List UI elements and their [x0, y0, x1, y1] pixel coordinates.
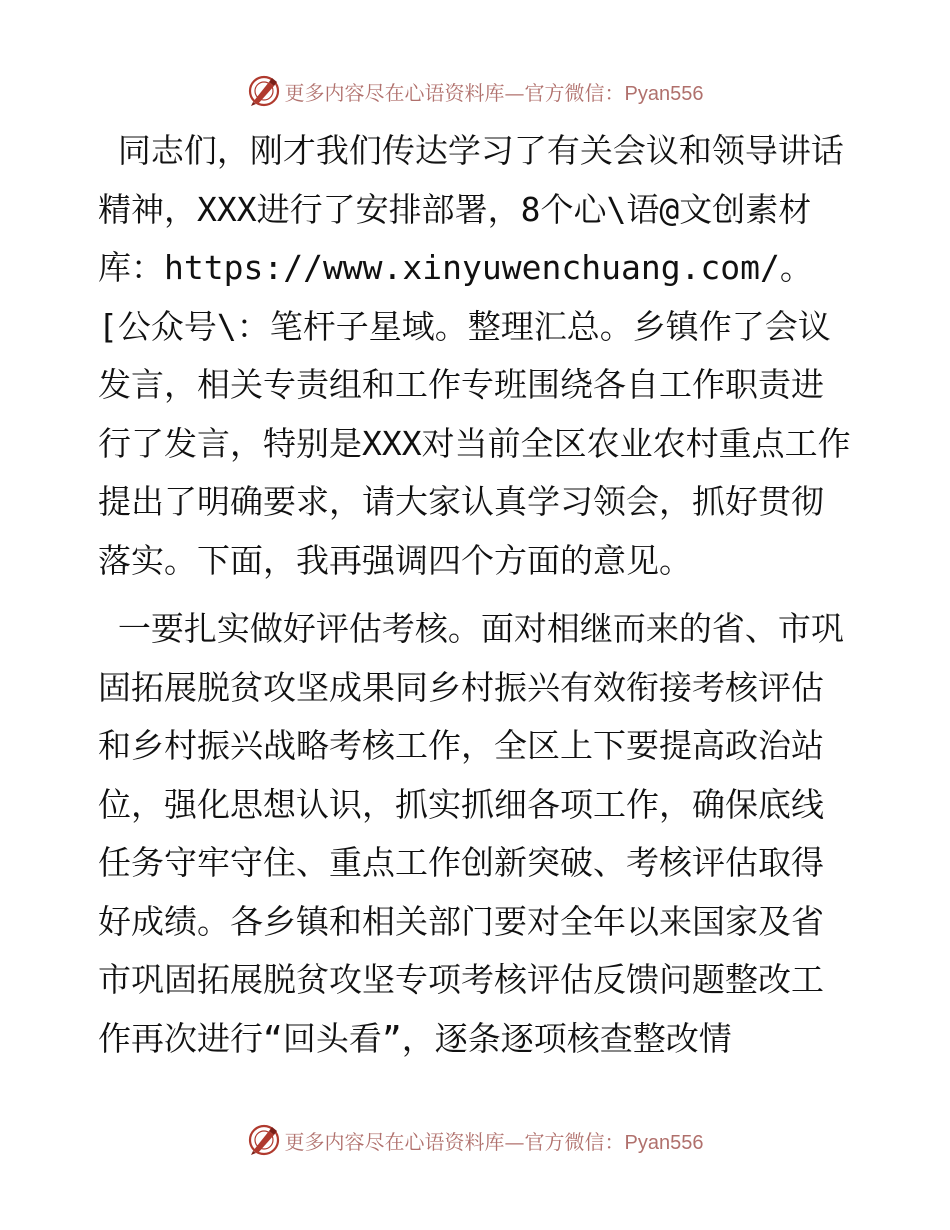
document-body	[98, 122, 853, 1068]
header-watermark	[0, 71, 950, 111]
watermark-text: 更多内容尽在心语资料库—官方微信：Pyan556	[284, 1129, 704, 1154]
pen-logo-icon	[247, 74, 281, 108]
paragraph-assessment: 一要扎实做好评估考核。面对相继而来的省、市巩固拓展脱贫攻坚成果同乡村振兴有效衔接考核评估和乡村振兴战略考核工作，全区上下要提高政治站位，强化思想认识，抓实抓细各项工作，确保底线任务守牢守住、重点工作创新突破、考核评估取得好成绩。各乡镇和相关部门要对全年以来国家及省市巩固拓展脱贫攻坚专项考核评估反馈问题整改工作再次进行“回头看”，逐条逐项核查整改情	[98, 609, 844, 1058]
pen-logo-icon	[247, 1123, 281, 1157]
watermark-brand: Pyan556	[624, 82, 704, 105]
watermark-brand: Pyan556	[624, 1131, 704, 1154]
watermark-text: 更多内容尽在心语资料库—官方微信：Pyan556	[284, 80, 704, 105]
footer-watermark	[0, 1120, 950, 1160]
paragraph-intro: 同志们，刚才我们传达学习了有关会议和领导讲话精神，XXX进行了安排部署，8个心\语@文创素材库：https://www.xinyuwenchuang.com/。[公众号\：笔杆子星域。整理汇总。乡镇作了会议发言，相关专责组和工作专班围绕各自工作职责进行了发言，特别是XXX对当前全区农业农村重点工作提出了明确要求，请大家认真学习领会，抓好贯彻落实。下面，我再强调四个方面的意见。	[98, 131, 851, 580]
